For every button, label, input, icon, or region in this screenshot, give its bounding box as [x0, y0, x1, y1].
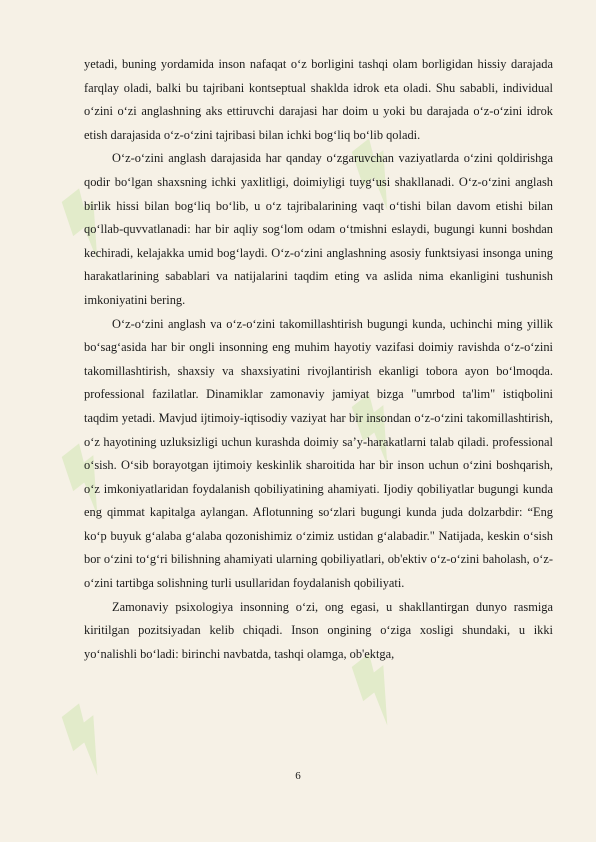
paragraph: O‘z-o‘zini anglash va o‘z-o‘zini takomillashtirish bugungi kunda, uchinchi ming yillik bo‘sag‘asida har bir ongli insonning eng muhim hayotiy vazifasi doimiy ravishda o‘z-o‘zini takomillashtirish, shaxsiy va shaxsiyatini rivojlantirish ekanligi tobora ayon bo‘lmoqda. professional fazilatlar. Dinamiklar zamonaviy jamiyat bizga "umrbod ta'lim" istiqbolini taqdim yetadi. Mavjud ijtimoiy-iqtisodiy vaziyat har bir insondan o‘z-o‘zini takomillashtirish, o‘z hayotining uzluksizligi uchun kurashda doimiy sa’y-harakatlarni talab qiladi. professional o‘sish. O‘sib borayotgan ijtimoiy keskinlik sharoitida har bir inson uchun o‘zini boshqarish, o‘z imkoniyatlaridan foydalanish qobiliyatining ahamiyati. Ijodiy qobiliyatlar bugungi kunda eng qimmat kapitalga aylangan. Aflotunning so‘zlari bugungi kunda juda dolzarbdir: “Eng ko‘p buyuk g‘alaba g‘alaba qozonishimiz o‘zimiz ustidan g‘alabadir." Natijada, keskin o‘sish bor o‘zini to‘g‘ri bilishning ahamiyati ularning qobiliyatlari, ob'ektiv o‘z-o‘zini baholash, o‘z-o‘zini tartibga solishning turli usullaridan foydalanish qobiliyati. [84, 316, 553, 591]
body-text [84, 53, 553, 666]
watermark-logo-icon [52, 701, 124, 778]
paragraph: yetadi, buning yordamida inson nafaqat o‘z borligini tashqi olam borligidan hissiy darajada farqlay oladi, balki bu tajribani kontseptual shaklda idrok eta oladi. Shu sababli, individual o‘zini o‘zi anglashning aks ettiruvchi darajasi har doim u yoki bu darajada o‘z-o‘zini idrok etish darajasida o‘z-o‘zini tajribasi bilan ichki bog‘liq bo‘lib qoladi. [84, 57, 553, 142]
paragraph: O‘z-o‘zini anglash darajasida har qanday o‘zgaruvchan vaziyatlarda o‘zini qoldirishga qodir bo‘lgan shaxsning ichki yaxlitligi, doimiyligi tuyg‘usi shakllanadi. O‘z-o‘zini anglash birlik hissi bilan bog‘liq bo‘lib, u o‘z tajribalarining vaqt o‘tishi bilan davom etishi bilan qo‘llab-quvvatlanadi: har bir aqliy sog‘lom odam o‘tmishni eslaydi, bugungi kunni boshdan kechiradi, kelajakka umid bog‘laydi. O‘z-o‘zini anglashning asosiy funktsiyasi insonga uning harakatlarining sabablari va natijalarini taqdim eting va aslida nima ekanligini tushunish imkoniyatini bering. [84, 151, 553, 307]
paragraph: Zamonaviy psixologiya insonning o‘zi, ong egasi, u shakllantirgan dunyo rasmiga kiritilgan pozitsiyadan kelib chiqadi. Inson ongining o‘ziga xosligi shundaki, u ikki yo‘nalishli bo‘ladi: birinchi navbatda, tashqi olamga, ob'ektga, [84, 599, 553, 661]
page-number: 6 [295, 770, 301, 782]
